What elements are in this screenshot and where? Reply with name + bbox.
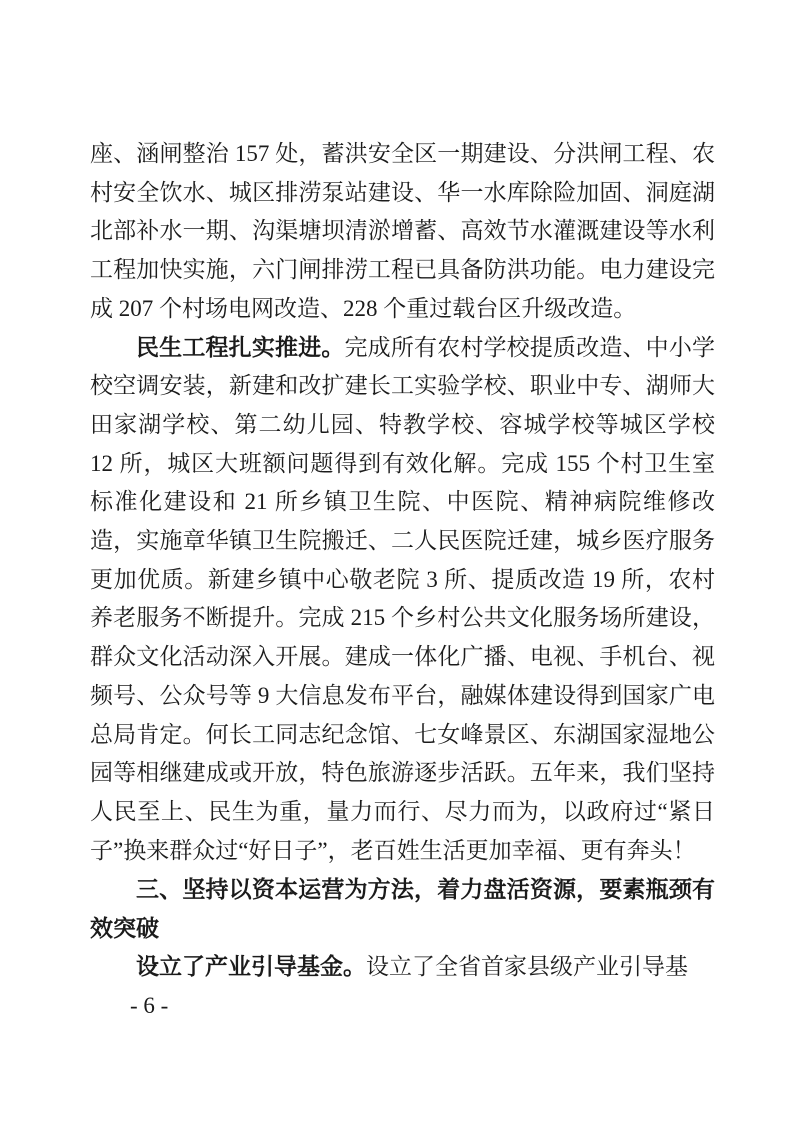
text-column [90,135,715,986]
section-heading: 三、坚持以资本运营为方法，着力盘活资源，要素瓶颈有效突破 [90,876,715,942]
page-number: - 6 - [130,993,169,1018]
paragraph: 民生工程扎实推进。完成所有农村学校提质改造、中小学校空调安装，新建和改扩建长工实验学校、职业中专、湖师大田家湖学校、第二幼儿园、特教学校、容城学校等城区学校 12 所，城区大班额问题得到有效化解。完成 155 个村卫生室标准化建设和 21 所乡镇卫生院、中医院、精神病院维修改造，实施章华镇卫生院搬迁、二人民医院迁建，城乡医疗服务更加优质。新建乡镇中心敬老院 3 所、提质改造 19 所，农村养老服务不断提升。完成 215 个乡村公共文化服务场所建设，群众文化活动深入开展。建成一体化广播、电视、手机台、视频号、公众号等 9 大信息发布平台，融媒体建设得到国家广电总局肯定。何长工同志纪念馆、七女峰景区、东湖国家湿地公园等相继建成或开放，特色旅游逐步活跃。五年来，我们坚持人民至上、民生为重，量力而行、尽力而为，以政府过“紧日子”换来群众过“好日子”，老百姓生活更加幸福、更有奔头！ [90,334,716,863]
paragraph: 设立了产业引导基金。设立了全省首家县级产业引导基 [136,953,688,979]
paragraph-lead: 民生工程扎实推进。 [136,334,345,360]
paragraph-lead: 设立了产业引导基金。 [136,953,366,979]
paragraph: 座、涵闸整治 157 处，蓄洪安全区一期建设、分洪闸工程、农村安全饮水、城区排涝泵站建设、华一水库除险加固、洞庭湖北部补水一期、沟渠塘坝清淤增蓄、高效节水灌溉建设等水利工程加快实施，六门闸排涝工程已具备防洪功能。电力建设完成 207 个村场电网改造、228 个重过载台区升级改造。 [90,141,715,321]
